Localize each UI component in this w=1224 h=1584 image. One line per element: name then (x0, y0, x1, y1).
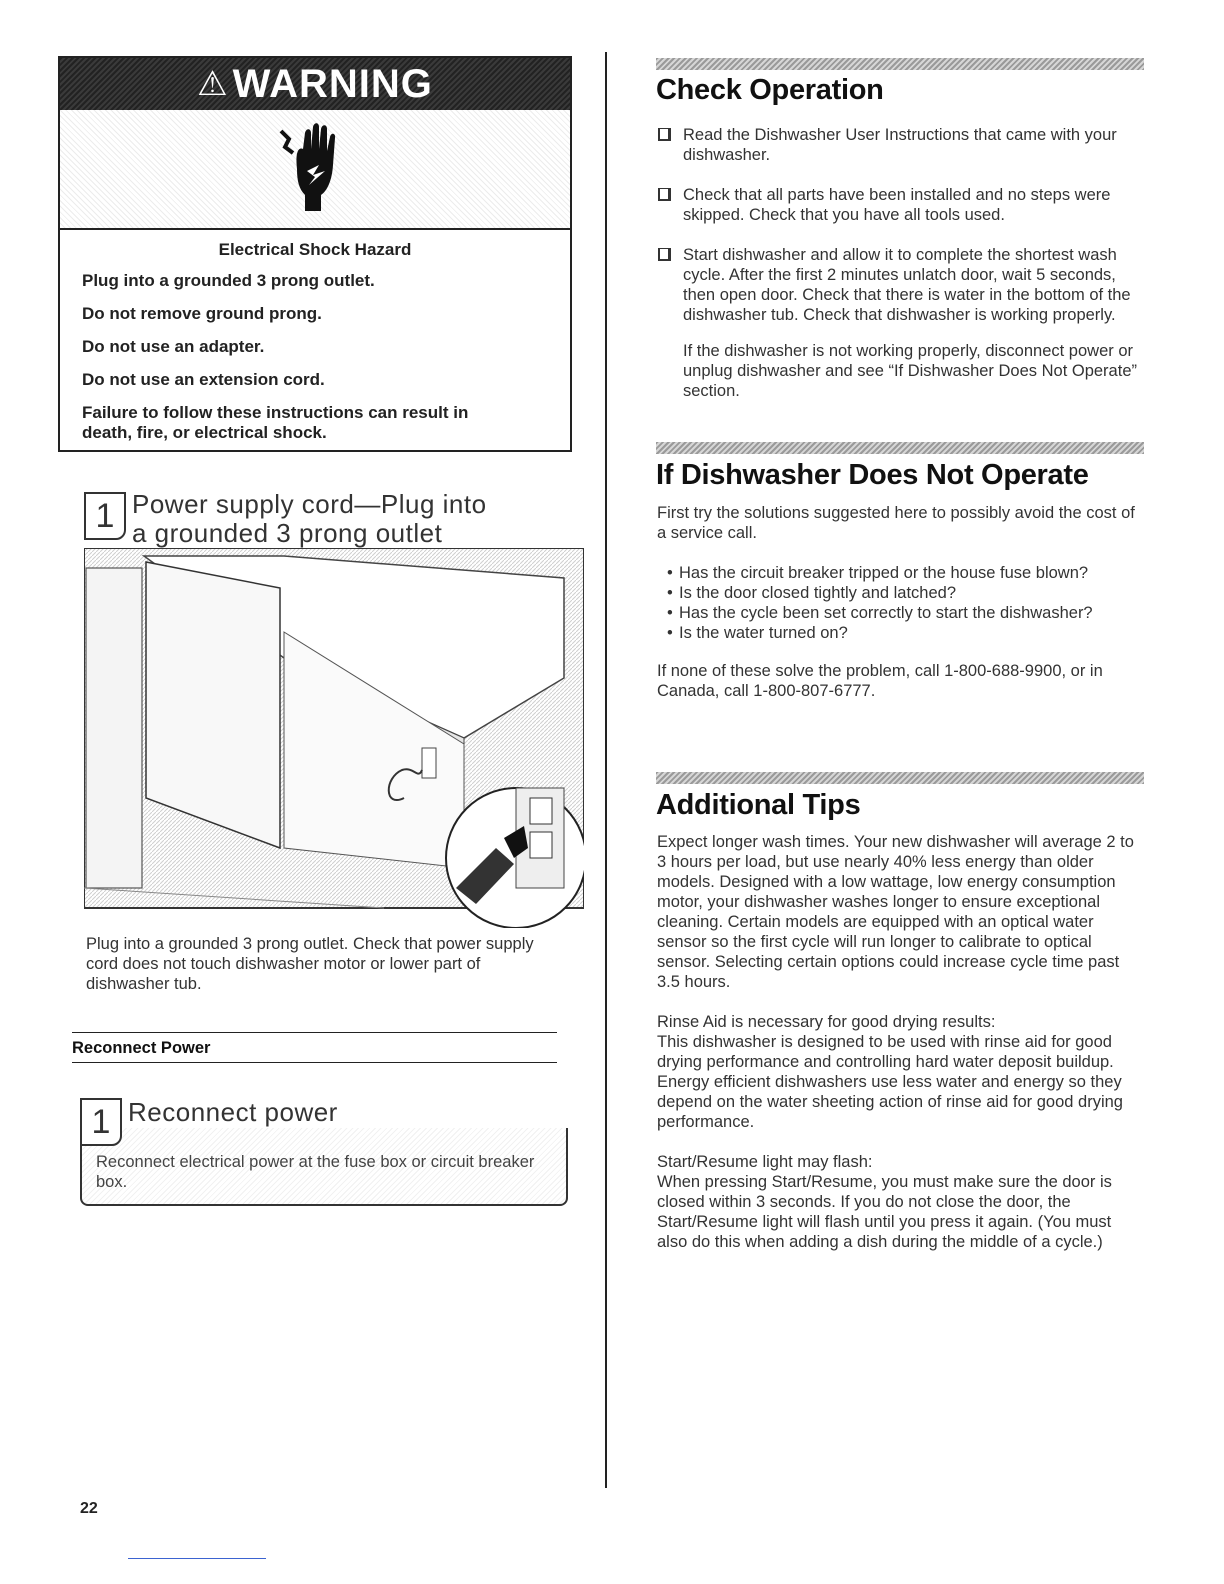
step-number: 1 (80, 1098, 122, 1146)
dishwasher-outlet-illustration (84, 548, 584, 928)
power-step-header (84, 486, 584, 548)
electric-shock-hand-icon (275, 119, 355, 219)
check-operation-body (657, 125, 1143, 401)
tips-paragraph: This dishwasher is designed to be used with rinse aid for good drying performance and controlling hard water deposit buildup. Energy efficient dishwashers use less water and energy so they depend on the water sheeting action of rinse aid for good drying performance. (657, 1033, 1123, 1131)
bullet-item: • Has the circuit breaker tripped or the house fuse blown? (657, 563, 1143, 583)
checkbox-icon (658, 188, 671, 201)
tips-paragraph: When pressing Start/Resume, you must make sure the door is closed within 3 seconds. If you do not close the door, the Start/Resume light will flash until you press it again. (You must also do this when adding a dish during the middle of a cycle.) (657, 1173, 1112, 1251)
power-step-caption (86, 934, 566, 994)
not-operate-heading: If Dishwasher Does Not Operate (656, 459, 1089, 491)
step-body-text: Reconnect electrical power at the fuse box or circuit breaker box. (96, 1153, 535, 1191)
warning-box (58, 56, 572, 452)
column-divider (605, 52, 607, 1488)
checklist-item (657, 245, 1143, 325)
warning-banner (60, 58, 570, 110)
check-operation-heading: Check Operation (656, 74, 884, 106)
checkbox-icon (658, 128, 671, 141)
bullet-item: • Is the door closed tightly and latched? (657, 583, 1143, 603)
checklist-item (657, 125, 1143, 165)
tips-subtitle: Start/Resume light may flash: (657, 1153, 873, 1171)
warning-line: Failure to follow these instructions can result in death, fire, or electrical shock. (82, 403, 469, 442)
shock-hazard-pictogram (60, 110, 570, 230)
warning-title: WARNING (232, 61, 433, 106)
warning-line: Do not use an extension cord. (82, 370, 325, 389)
page-number: 22 (80, 1500, 98, 1517)
section-rule (72, 1032, 557, 1033)
caption-text: Plug into a grounded 3 prong outlet. Check that power supply cord does not touch dishwasher motor or lower part of dishwasher tub. (86, 935, 534, 993)
warning-line: Do not use an adapter. (82, 337, 265, 356)
warning-triangle-icon: ⚠ (197, 65, 229, 103)
step-title-line: Power supply cord—Plug into (132, 489, 487, 519)
bottom-rule (128, 1558, 266, 1559)
checklist-item (657, 185, 1143, 225)
tips-paragraph: Expect longer wash times. Your new dishwasher will average 2 to 3 hours per load, but use nearly 40% less energy than older models. Designed with a low wattage, low energy consumption motor, your dishwasher washes longer to ensure exceptional cleaning. Certain models are equipped with an optical water sensor so the first cycle will run longer to calibrate to optical sensor. Selecting certain options could increase cycle time past 3.5 hours. (657, 833, 1134, 991)
section-bar (656, 772, 1144, 784)
tips-subtitle: Rinse Aid is necessary for good drying results: (657, 1013, 996, 1031)
step-number: 1 (84, 492, 126, 540)
section-bar (656, 58, 1144, 70)
checkbox-icon (658, 248, 671, 261)
hazard-title: Electrical Shock Hazard (218, 240, 412, 259)
checklist-text: Check that all parts have been installed and no steps were skipped. Check that you have all tools used. (683, 186, 1111, 224)
bullet-item: • Is the water turned on? (657, 623, 1143, 643)
reconnect-step-text (96, 1152, 556, 1192)
not-operate-intro: First try the solutions suggested here to possibly avoid the cost of a service call. (657, 504, 1135, 542)
warning-line: Plug into a grounded 3 prong outlet. (82, 271, 375, 290)
bullet-item: • Has the cycle been set correctly to start the dishwasher? (657, 603, 1143, 623)
step-title-line: a grounded 3 prong outlet (132, 518, 443, 548)
check-operation-note: If the dishwasher is not working properly, disconnect power or unplug dishwasher and see “If Dishwasher Does Not Operate” section. (683, 342, 1137, 400)
checklist-text: Start dishwasher and allow it to complete the shortest wash cycle. After the first 2 minutes unlatch door, wait 5 seconds, then open door. Check that there is water in the bottom of the dishwasher tub. Check that dishwasher is working properly. (683, 246, 1131, 324)
reconnect-heading: Reconnect Power (72, 1039, 211, 1057)
section-bar (656, 442, 1144, 454)
warning-line: Do not remove ground prong. (82, 304, 322, 323)
section-rule (72, 1062, 557, 1063)
step-title: Reconnect power (128, 1097, 338, 1127)
warning-text (60, 230, 570, 443)
checklist-text: Read the Dishwasher User Instructions that came with your dishwasher. (683, 126, 1117, 164)
not-operate-body (657, 503, 1143, 701)
additional-tips-heading: Additional Tips (656, 789, 861, 821)
additional-tips-body (657, 832, 1143, 1252)
not-operate-outro: If none of these solve the problem, call 1-800-688-9900, or in Canada, call 1-800-807-6777. (657, 662, 1103, 700)
step-title (132, 490, 487, 548)
